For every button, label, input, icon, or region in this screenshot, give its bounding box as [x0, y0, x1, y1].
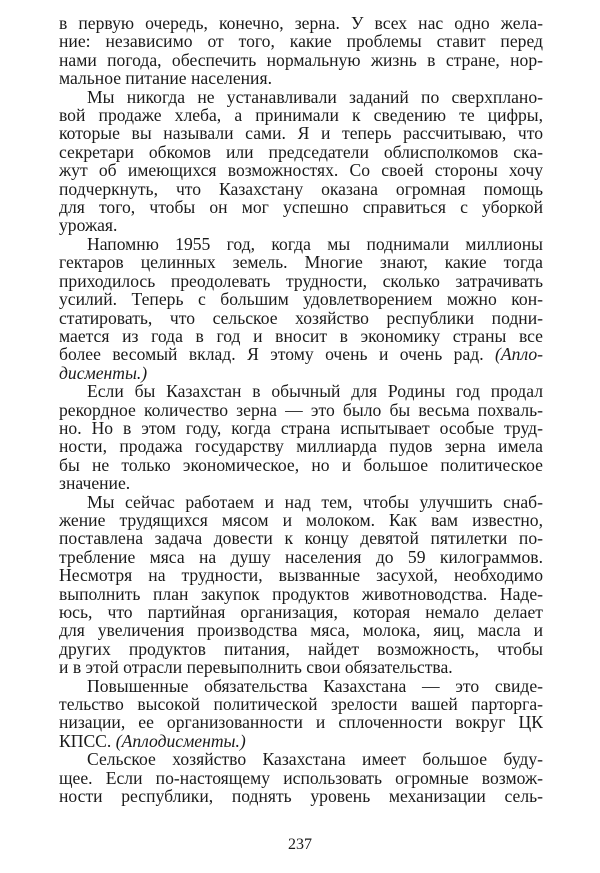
- text-line: других продуктов питания, найдет возможность, чтобы: [59, 638, 543, 659]
- text-line: которые вы называли сами. Я и теперь рассчитываю, что: [59, 123, 543, 144]
- text-line: щее. Если по-настоящему использовать огромные возмож-: [59, 767, 543, 788]
- text-line: Если бы Казахстан в обычный для Родины год продал: [87, 381, 543, 402]
- text-line: Сельское хозяйство Казахстана имеет большое буду-: [87, 749, 543, 770]
- paragraph-7: [59, 750, 543, 805]
- text-line: но. Но в этом году, когда страна испытывает особые труд-: [59, 417, 543, 438]
- text-segment: более весомый вклад. Я этому очень и очень рад.: [59, 344, 496, 365]
- paragraph-5: [59, 493, 543, 677]
- text-line: требление мяса на душу населения до 59 килограммов.: [59, 546, 543, 567]
- text-line: в первую очередь, конечно, зерна. У всех нас одно жела-: [59, 13, 543, 33]
- paragraph-1: [59, 14, 543, 88]
- text-line: гектаров целинных земель. Многие знают, какие тогда: [59, 252, 543, 273]
- applause-note: дисменты.): [59, 362, 148, 383]
- text-line: мается из года в год и вносит в экономику страны все: [59, 325, 543, 346]
- text-line: жут об имеющихся возможностях. Со своей стороны хочу: [59, 160, 543, 181]
- page-body: [59, 14, 543, 805]
- applause-note: (Апло-: [495, 344, 543, 365]
- text-line: усилий. Теперь с большим удовлетворением можно кон-: [59, 289, 543, 310]
- paragraph-4: [59, 382, 543, 492]
- text-segment: КПСС.: [59, 730, 116, 751]
- text-line: тельство высокой политической зрелости вашей парторга-: [59, 694, 543, 715]
- text-line: ности, продажа государству миллиарда пудов зерна имела: [59, 436, 543, 457]
- text-line: Мы сейчас работаем и над тем, чтобы улучшить снаб-: [87, 491, 543, 512]
- text-line: значение.: [59, 473, 131, 494]
- page-number: 237: [288, 836, 312, 853]
- text-line: Повышенные обязательства Казахстана — это свиде-: [87, 675, 543, 696]
- text-line: мальное питание населения.: [59, 68, 272, 89]
- text-line: выполнить план закупок продуктов животноводства. Наде-: [59, 583, 543, 604]
- paragraph-2: [59, 88, 543, 235]
- text-line: для того, чтобы он мог успешно справиться с уборкой: [59, 197, 543, 218]
- text-line: вой продаже хлеба, а принимали к сведению те цифры,: [59, 105, 543, 126]
- text-line: Мы никогда не устанавливали заданий по сверхплано-: [87, 86, 543, 107]
- text-line: нами погода, обеспечить нормальную жизнь в стране, нор-: [59, 49, 543, 70]
- text-line: приходилось преодолевать трудности, сколько затрачивать: [59, 270, 543, 291]
- text-line: рекордное количество зерна — это было бы весьма похваль-: [59, 399, 543, 420]
- text-line: [59, 732, 543, 750]
- text-line: подчеркнуть, что Казахстану оказана огромная помощь: [59, 178, 543, 199]
- text-line: для увеличения производства мяса, молока, яиц, масла и: [59, 620, 543, 641]
- text-line: и в этой отрасли перевыполнить свои обязательства.: [59, 657, 453, 678]
- text-line: [59, 345, 543, 363]
- text-line: Несмотря на трудности, вызванные засухой, необходимо: [59, 565, 543, 586]
- text-line: Напомню 1955 год, когда мы поднимали миллионы: [87, 233, 543, 254]
- text-line: урожая.: [59, 215, 118, 236]
- paragraph-6: [59, 677, 543, 751]
- text-line: секретари обкомов или председатели облисполкомов ска-: [59, 141, 543, 162]
- text-line: юсь, что партийная организация, которая немало делает: [59, 602, 543, 622]
- applause-note: (Аплодисменты.): [115, 730, 246, 751]
- text-line: ние: независимо от того, какие проблемы ставит перед: [59, 31, 543, 52]
- paragraph-3: [59, 235, 543, 382]
- text-line: бы не только экономическое, но и большое политическое: [59, 454, 543, 475]
- text-line: поставлена задача довести к концу девятой пятилетки по-: [59, 528, 543, 549]
- text-line: статировать, что сельское хозяйство республики подни-: [59, 307, 543, 328]
- text-line: ности республики, поднять уровень механизации сель-: [59, 786, 543, 807]
- text-line: жение трудящихся мясом и молоком. Как вам известно,: [59, 509, 543, 530]
- text-line: низации, ее организованности и сплоченности вокруг ЦК: [59, 712, 543, 733]
